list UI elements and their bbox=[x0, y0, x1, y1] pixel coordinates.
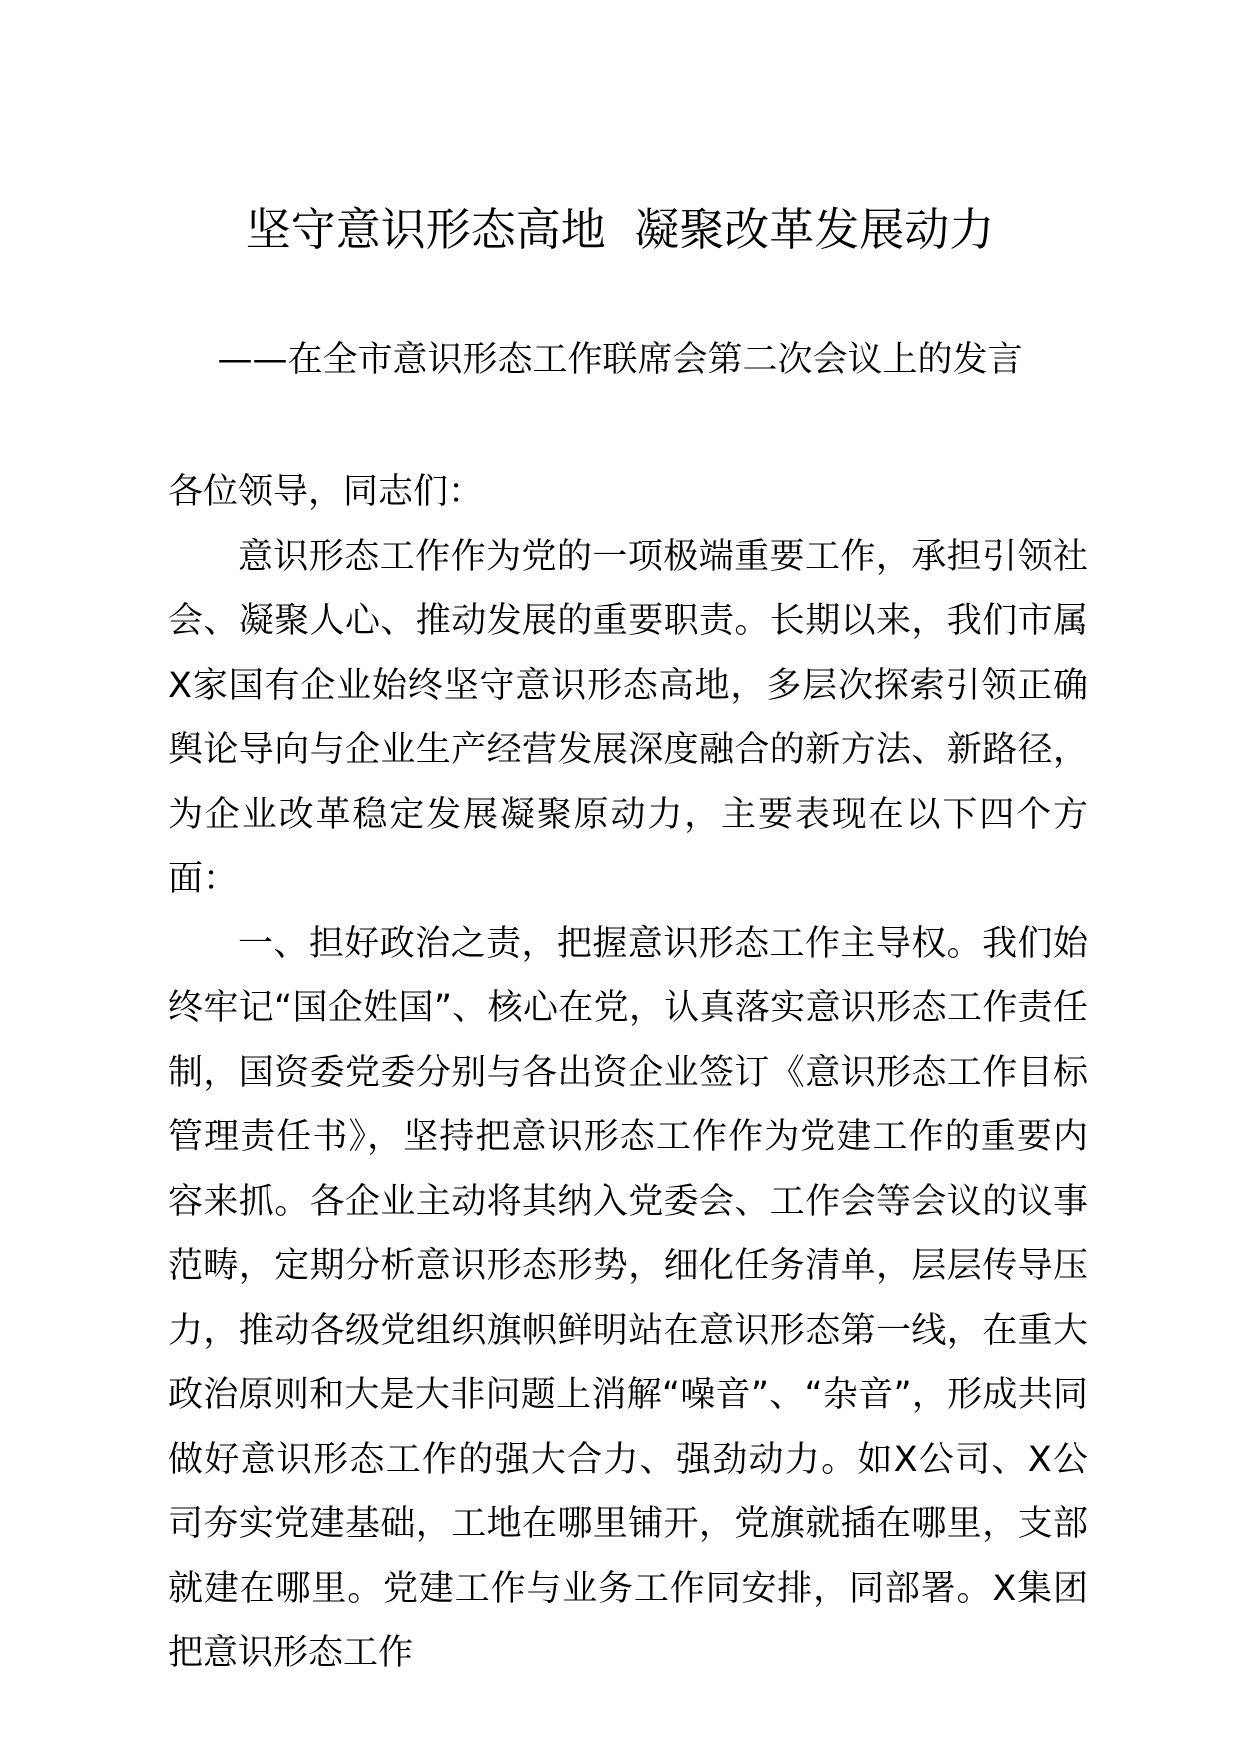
document-body bbox=[168, 460, 1088, 1686]
document-title: 坚守意识形态高地 凝聚改革发展动力 bbox=[245, 203, 995, 256]
paragraph-section-one: 一、担好政治之责，把握意识形态工作主导权。我们始终牢记“国企姓国”、核心在党，认真落实意识形态工作责任制，国资委党委分别与各出资企业签订《意识形态工作目标管理责任书》，坚持把意识形态工作作为党建工作的重要内容来抓。各企业主动将其纳入党委会、工作会等会议的议事范畴，定期分析意识形态形势，细化任务清单，层层传导压力，推动各级党组织旗帜鲜明站在意识形态第一线，在重大政治原则和大是大非问题上消解“噪音”、“杂音”，形成共同做好意识形态工作的强大合力、强劲动力。如X公司、X公司夯实党建基础，工地在哪里铺开，党旗就插在哪里，支部就建在哪里。党建工作与业务工作同安排，同部署。X集团把意识形态工作 bbox=[168, 923, 1088, 1673]
document-subtitle: ——在全市意识形态工作联席会第二次会议上的发言 bbox=[217, 340, 1023, 380]
paragraph-intro: 意识形态工作作为党的一项极端重要工作，承担引领社会、凝聚人心、推动发展的重要职责。长期以来，我们市属X家国有企业始终坚守意识形态高地，多层次探索引领正确舆论导向与企业生产经营发展深度融合的新方法、新路径，为企业改革稳定发展凝聚原动力，主要表现在以下四个方面： bbox=[168, 536, 1088, 899]
salutation: 各位领导，同志们： bbox=[168, 472, 484, 512]
